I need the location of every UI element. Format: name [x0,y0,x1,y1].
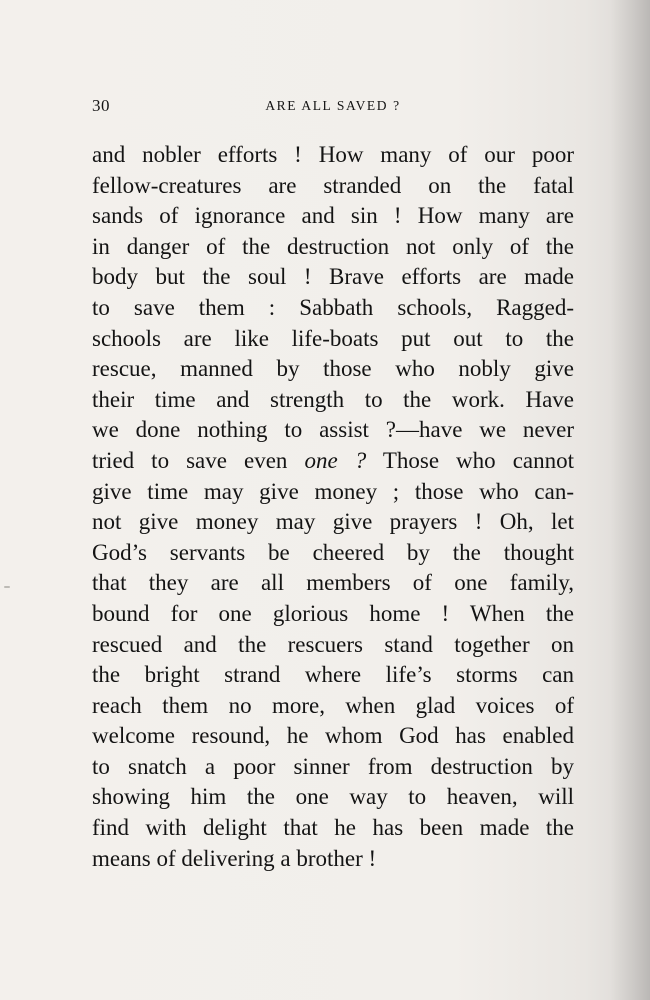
text-line: rescued and the rescuers stand together on [92,631,574,657]
page-number: 30 [92,96,110,115]
text-line: reach them no more, when glad voices of [92,692,574,718]
text-line: means of delivering a brother ! [92,845,377,871]
text-line: sands of ignorance and sin ! How many are [92,203,574,229]
text-line: showing him the one way to heaven, will [92,784,574,810]
text-line: schools are like life-boats put out to the [92,325,574,351]
text-line: welcome resound, he whom God has enabled [92,723,574,749]
text-line: and nobler efforts ! How many of our poor [92,142,574,167]
text-line: God’s servants be cheered by the thought [92,539,574,565]
body-text [92,140,574,874]
text-line: find with delight that he has been made the [92,815,574,841]
text-segment: Those who cannot [366,447,575,473]
page-edge-shadow [610,0,650,1000]
emphasis-one: one ? [304,447,367,473]
text-segment: tried to save even [92,447,305,473]
running-title: ARE ALL SAVED ? [265,98,401,113]
text-line: body but the soul ! Brave efforts are made [92,264,574,290]
text-line: bound for one glorious home ! When the [92,600,574,626]
text-line: their time and strength to the work. Have [92,386,574,412]
text-line: we done nothing to assist ?—have we never [92,417,574,443]
text-line [92,446,574,477]
text-line: not give money may give prayers ! Oh, let [92,509,574,535]
margin-mark [4,586,10,588]
text-line: in danger of the destruction not only of the [92,233,574,259]
running-head [92,96,574,120]
text-line: to save them : Sabbath schools, Ragged- [92,294,574,320]
text-line: that they are all members of one family, [92,570,574,596]
text-line: give time may give money ; those who can- [92,478,574,504]
text-line: the bright strand where life’s storms can [92,662,574,688]
text-line: fellow-creatures are stranded on the fatal [92,172,574,198]
text-line: rescue, manned by those who nobly give [92,356,574,382]
text-line: to snatch a poor sinner from destruction by [92,753,574,779]
